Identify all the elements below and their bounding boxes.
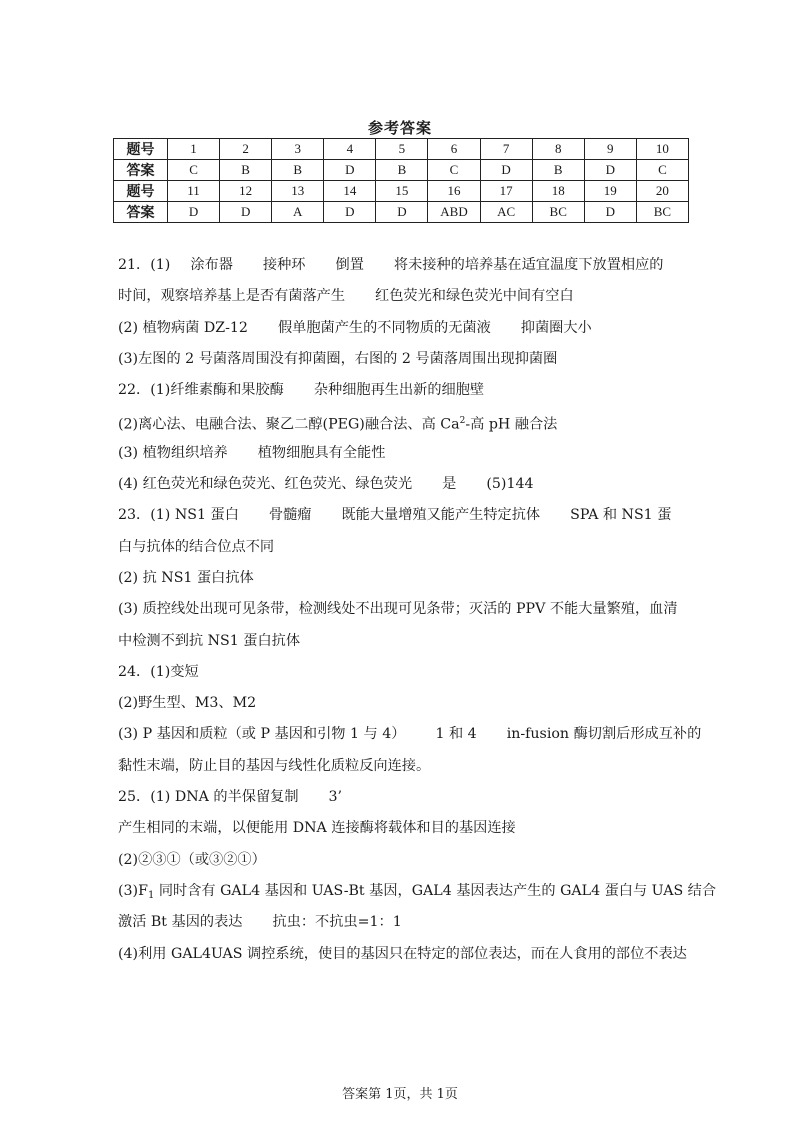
answer-text: 红色荧光和绿色荧光中间有空白 <box>375 288 574 305</box>
table-cell: D <box>324 202 376 223</box>
table-cell: C <box>428 160 480 181</box>
answer-text: 假单胞菌产生的不同物质的无菌液 <box>277 319 491 336</box>
table-cell: 7 <box>480 139 532 160</box>
answer-line <box>118 438 688 469</box>
answer-text: SPA 和 NS1 蛋 <box>570 507 672 524</box>
answer-text: 24．(1)变短 <box>118 663 199 680</box>
table-cell: 11 <box>168 181 220 202</box>
row-header: 答案 <box>114 160 168 181</box>
answer-line <box>118 813 688 844</box>
answer-text: 倒置 <box>335 257 364 273</box>
answer-text: (3) P 基因和质粒（或 P 基因和引物 1 与 4） <box>118 726 406 743</box>
table-cell: 17 <box>480 181 532 202</box>
table-cell: BC <box>532 202 584 223</box>
answer-text: (4)利用 GAL4UAS 调控系统，使目的基因只在特定的部位表达，而在人食用的部位不表达 <box>118 945 687 962</box>
subscript: 1 <box>147 889 155 901</box>
table-cell: 4 <box>324 139 376 160</box>
table-cell: 8 <box>532 139 584 160</box>
answer-line <box>118 657 688 688</box>
answer-text: 杂种细胞再生出新的细胞壁 <box>313 382 485 399</box>
table-cell: 5 <box>376 139 428 160</box>
answer-line <box>118 281 688 312</box>
answer-text: (3)F <box>118 882 148 899</box>
table-cell: D <box>220 202 272 223</box>
answer-text: (2) 抗 NS1 蛋白抗体 <box>118 569 254 586</box>
answer-line <box>118 719 702 750</box>
answer-text: in-fusion 酶切割后形成互补的 <box>506 726 702 743</box>
table-cell: B <box>376 160 428 181</box>
table-cell: 6 <box>428 139 480 160</box>
answer-line <box>118 782 688 813</box>
answer-text: 将未接种的培养基在适宜温度下放置相应的 <box>393 257 664 273</box>
answer-text: 抑菌圈大小 <box>520 319 592 336</box>
superscript: 2 <box>459 416 466 427</box>
answer-line <box>118 751 688 782</box>
table-cell: B <box>272 160 324 181</box>
answer-text: 25．(1) DNA 的半保留复制 <box>118 789 299 806</box>
table-row <box>114 160 689 181</box>
table-cell: 13 <box>272 181 324 202</box>
table-cell: 2 <box>220 139 272 160</box>
answer-table <box>113 138 689 223</box>
answer-body <box>118 250 717 970</box>
table-cell: 9 <box>584 139 636 160</box>
answer-line <box>118 845 688 876</box>
table-cell: D <box>584 160 636 181</box>
answer-text: 1 和 4 <box>435 726 477 743</box>
answer-text: (2)野生型、M3、M2 <box>118 695 257 712</box>
table-cell: 10 <box>636 139 688 160</box>
answer-text: 涂布器 <box>190 257 233 273</box>
answer-text: 白与抗体的结合位点不同 <box>118 538 275 555</box>
table-cell: B <box>220 160 272 181</box>
answer-line <box>118 500 688 531</box>
answer-line <box>118 939 688 970</box>
table-cell: 18 <box>532 181 584 202</box>
table-row <box>114 181 689 202</box>
answer-text: -高 pH 融合法 <box>465 417 558 434</box>
answer-text: 时间，观察培养基上是否有菌落产生 <box>118 288 346 305</box>
table-row <box>114 202 689 223</box>
table-cell: 12 <box>220 181 272 202</box>
answer-line <box>118 406 688 437</box>
answer-text: 激活 Bt 基因的表达 <box>118 914 243 931</box>
answer-text: (2)离心法、电融合法、聚乙二醇(PEG)融合法、高 Ca <box>118 417 460 434</box>
answer-text: (4) 红色荧光和绿色荧光、红色荧光、绿色荧光 <box>118 476 413 493</box>
row-header: 题号 <box>114 139 168 160</box>
answer-text: 23．(1) NS1 蛋白 <box>118 507 239 524</box>
answer-text: 中检测不到抗 NS1 蛋白抗体 <box>118 632 301 649</box>
question-number: 21．(1) <box>118 257 171 273</box>
table-cell: B <box>532 160 584 181</box>
answer-text: (2)②③①（或③②①） <box>118 851 266 868</box>
table-cell: AC <box>480 202 532 223</box>
table-cell: 14 <box>324 181 376 202</box>
answer-line <box>118 594 688 625</box>
answer-text: (5)144 <box>486 476 534 493</box>
answer-text: 黏性末端，防止目的基因与线性化质粒反向连接。 <box>118 757 431 774</box>
answer-text: 产生相同的末端，以便能用 DNA 连接酶将载体和目的基因连接 <box>118 820 516 837</box>
table-cell: D <box>480 160 532 181</box>
row-header: 答案 <box>114 202 168 223</box>
table-cell: C <box>636 160 688 181</box>
answer-line <box>118 876 717 907</box>
table-cell: D <box>376 202 428 223</box>
answer-text: 既能大量增殖又能产生特定抗体 <box>341 507 541 524</box>
table-cell: 19 <box>584 181 636 202</box>
answer-line <box>118 688 688 719</box>
table-cell: 3 <box>272 139 324 160</box>
answer-line <box>118 375 688 406</box>
table-cell: 16 <box>428 181 480 202</box>
answer-text: 22．(1)纤维素酶和果胶酶 <box>118 382 284 399</box>
answer-text: 3’ <box>328 789 343 806</box>
answer-line <box>118 532 688 563</box>
table-cell: 20 <box>636 181 688 202</box>
answer-line <box>118 907 688 938</box>
answer-text: (3) 植物组织培养 <box>118 444 228 461</box>
table-cell: ABD <box>428 202 480 223</box>
answer-text: 接种环 <box>262 257 306 273</box>
answer-text: (3)左图的 2 号菌落周围没有抑菌圈，右图的 2 号菌落周围出现抑菌圈 <box>118 350 558 367</box>
table-cell: D <box>584 202 636 223</box>
row-header: 题号 <box>114 181 168 202</box>
answer-line <box>118 626 688 657</box>
table-cell: D <box>324 160 376 181</box>
table-cell: C <box>168 160 220 181</box>
answer-line <box>118 469 688 500</box>
answer-line <box>118 563 688 594</box>
page-title: 参考答案 <box>367 119 432 137</box>
table-cell: 15 <box>376 181 428 202</box>
answer-text: (3) 质控线处出现可见条带，检测线处不出现可见条带；灭活的 PPV 不能大量繁殖，血清 <box>118 601 678 618</box>
table-cell: 1 <box>168 139 220 160</box>
answer-line <box>118 313 688 344</box>
page-footer: 答案第 1页，共 1页 <box>342 1087 458 1102</box>
answer-line <box>118 344 688 375</box>
answer-text: 骨髓瘤 <box>268 507 312 524</box>
table-cell: BC <box>636 202 688 223</box>
answer-text: 同时含有 GAL4 基因和 UAS-Bt 基因，GAL4 基因表达产生的 GAL4 蛋白与 UAS 结合 <box>154 882 717 899</box>
table-cell: D <box>168 202 220 223</box>
answer-text: 抗虫：不抗虫=1：1 <box>272 914 402 931</box>
table-row <box>114 139 689 160</box>
answer-text: (2) 植物病菌 DZ-12 <box>118 319 248 336</box>
answer-text: 是 <box>442 476 457 493</box>
answer-line <box>118 250 688 281</box>
table-cell: A <box>272 202 324 223</box>
answer-text: 植物细胞具有全能性 <box>257 444 386 461</box>
